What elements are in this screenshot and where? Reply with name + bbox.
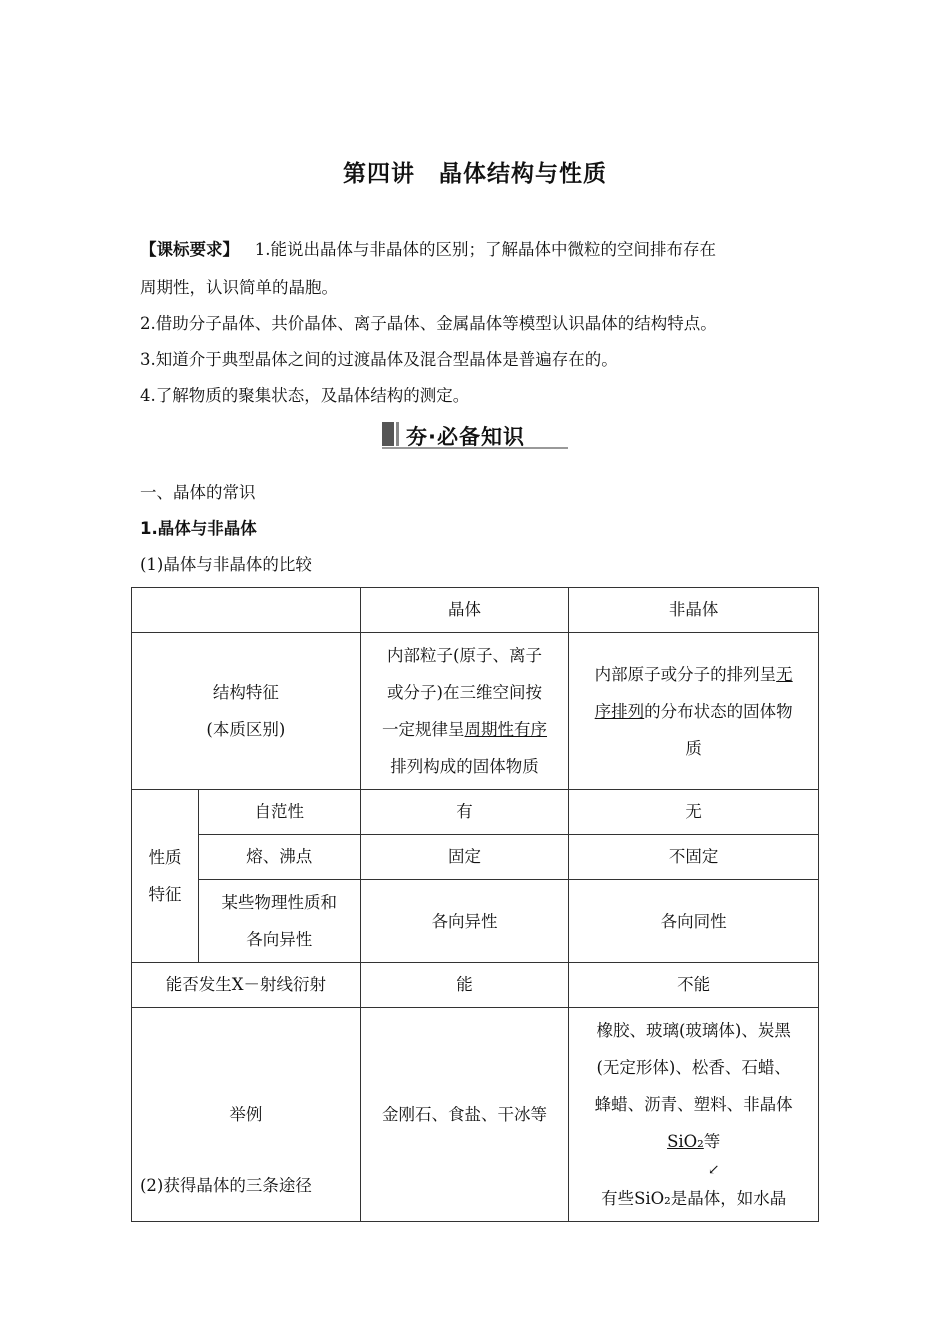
table-row-prop-2 [132,835,819,880]
prop-3-name-line-2: 各向异性 [246,930,313,949]
example-non-sio2: SiO₂ [667,1132,704,1151]
table-row-xray [132,963,819,1008]
prop-1-name: 自范性 [198,790,360,835]
structure-crystal-line-1: 内部粒子(原子、离子 [387,646,542,665]
structure-non-line-3: 质 [685,738,702,758]
requirement-3: 3.知道介于典型晶体之间的过渡晶体及混合型晶体是普遍存在的。 [140,350,618,369]
structure-crystal-line-2: 或分子)在三维空间按 [387,683,542,702]
example-label: 举例 [132,1008,361,1222]
table-header-row [132,588,819,633]
banner-text: 夯·必备知识 [406,425,525,449]
example-non-line-1: 橡胶、玻璃(玻璃体)、炭黑 [596,1021,791,1040]
table-corner-cell [132,588,361,633]
subheading-1-text: 1.晶体与非晶体 [140,519,257,538]
prop-label-2: 特征 [148,885,182,904]
structure-label: 结构特征 [212,683,279,702]
xray-crystal: 能 [360,963,569,1008]
requirements-label: 【课标要求】 [140,240,239,259]
prop-1-crystal: 有 [360,790,569,835]
example-non-line-3: 蜂蜡、沥青、塑料、非晶体 [594,1095,793,1114]
structure-crystal-underline: 周期性有序 [464,720,548,739]
structure-non-line-2: 的分布状态的固体物 [644,701,793,721]
table-row-prop-1 [132,790,819,835]
structure-non-line-1: 内部原子或分子的排列呈 [594,664,777,684]
prop-2-name: 熔、沸点 [198,835,360,880]
arrow-icon: ↙ [707,1162,720,1178]
subheading-1-2: (2)获得晶体的三条途径 [140,1176,312,1195]
prop-2-noncrystal: 不固定 [569,835,819,880]
section-heading: 一、晶体的常识 [140,483,256,502]
requirement-1a: 1.能说出晶体与非晶体的区别；了解晶体中微粒的空间排布存在 [254,240,716,259]
requirement-2: 2.借助分子晶体、共价晶体、离子晶体、金属晶体等模型认识晶体的结构特点。 [140,314,717,333]
structure-non-underline-2: 序排列 [594,701,645,721]
structure-crystal-line-3: 一定规律呈 [382,720,465,739]
example-crystal: 金刚石、食盐、干冰等 [360,1008,569,1222]
example-non-line-5: 有些SiO₂是晶体，如水晶 [601,1189,787,1208]
xray-label: 能否发生X－射线衍射 [132,963,361,1008]
example-non-line-2: (无定形体)、松香、石蜡、 [596,1058,791,1077]
prop-label: 性质 [148,848,182,867]
banner-bar-icon [382,422,394,446]
prop-3-noncrystal: 各向同性 [569,880,819,963]
structure-label-cell [132,633,361,790]
requirement-1b: 周期性，认识简单的晶胞。 [140,278,338,297]
structure-noncrystal-cell [569,633,819,790]
prop-3-name-line-1: 某些物理性质和 [221,893,338,912]
example-noncrystal-cell [569,1008,819,1222]
table-row-structure [132,633,819,790]
table-row-prop-3 [132,880,819,963]
prop-1-noncrystal: 无 [569,790,819,835]
xray-noncrystal: 不能 [569,963,819,1008]
subheading-1-1: (1)晶体与非晶体的比较 [140,555,312,574]
structure-non-underline-1: 无 [776,664,793,684]
comparison-table [131,587,819,1222]
requirements-line-1 [140,240,716,260]
prop-3-name [198,880,360,963]
structure-crystal-line-4: 排列构成的固体物质 [390,757,539,776]
example-non-line-4: 等 [703,1132,721,1151]
subheading-1 [140,519,257,539]
section-banner [382,419,568,449]
header-crystal: 晶体 [360,588,569,633]
structure-label-2: (本质区别) [206,720,286,739]
requirement-4: 4.了解物质的聚集状态，及晶体结构的测定。 [140,386,470,405]
prop-label-cell [132,790,199,963]
structure-crystal-cell [360,633,569,790]
header-noncrystal: 非晶体 [569,588,819,633]
page-title: 第四讲 晶体结构与性质 [343,161,607,187]
prop-3-crystal: 各向异性 [360,880,569,963]
prop-2-crystal: 固定 [360,835,569,880]
banner-bar-thin-icon [396,422,399,446]
